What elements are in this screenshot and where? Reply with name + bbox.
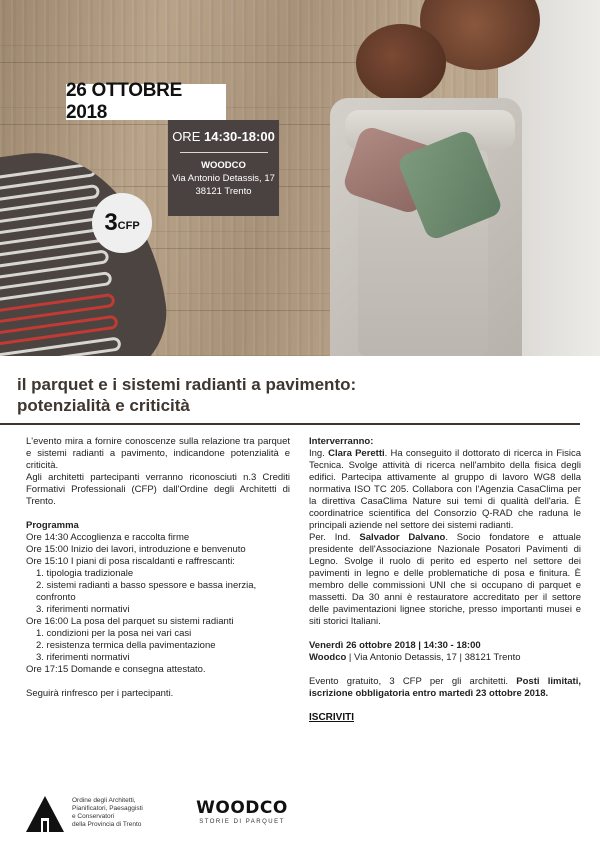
program-subitem: 2. sistemi radianti a basso spessore e bassa inerzia, confronto: [36, 580, 257, 603]
intro-text: L'evento mira a fornire conoscenze sulla relazione tra parquet e sistemi radianti a pavimento, indicandone potenzialità e criticità.: [26, 436, 290, 471]
event-date: 26 OTTOBRE 2018: [66, 80, 182, 123]
program-subitem: 1. condizioni per la posa nei vari casi: [36, 628, 192, 639]
event-where: Woodco | Via Antonio Detassis, 17 | 38121 Trento: [309, 652, 521, 663]
event-time: ORE 14:30-18:00: [172, 129, 275, 144]
credits-text: Agli architetti partecipanti verranno riconosciuti n.3 Crediti Formativi Professionali (CFP) dall'Ordine degli Architetti di Trento.: [26, 472, 290, 507]
program-item: Ore 15:00 Inizio dei lavori, introduzione e benvenuto: [26, 544, 246, 555]
signup-link[interactable]: ISCRIVITI: [309, 712, 355, 723]
event-venue: WOODCO Via Antonio Detassis, 17 38121 Trento: [172, 160, 275, 197]
woodco-logo: WOODCO STORIE DI PARQUET: [196, 798, 288, 825]
architects-order-logo-icon: [26, 796, 64, 832]
program-item: Ore 15:10 I piani di posa riscaldanti e raffrescanti:: [26, 556, 235, 567]
coffee-table: [356, 24, 446, 102]
closing-text: Seguirà rinfresco per i partecipanti.: [26, 688, 174, 699]
page-title: il parquet e i sistemi radianti a pavimento: potenzialità e criticità: [17, 375, 357, 415]
speakers-heading: Interverranno:: [309, 436, 374, 447]
program-subitem: 3. riferimenti normativi: [36, 604, 130, 615]
hero-photo: [0, 0, 600, 356]
speaker-bio: Per. Ind. Salvador Dalvano. Socio fondatore e attuale presidente dell'Associazione Nazionale Posatori Pavimenti di Legno. Svolge il ruolo di perito ed esperto nel settore dei pavimenti in legno e delle problematiche di posa e finitura. È membro delle commissioni UNI che si occupano di parquet e massetti. Da 30 anni è restauratore accreditato per il settore delle pavimentazioni lignee storiche, presso importanti musei e siti storici Italiani.: [309, 532, 581, 627]
left-column: [26, 436, 290, 700]
cfp-badge: 3 CFP: [92, 193, 152, 253]
event-info-box: [168, 120, 279, 216]
program-item: Ore 16:00 La posa del parquet su sistemi radianti: [26, 616, 234, 627]
program-subitem: 3. riferimenti normativi: [36, 652, 130, 663]
program-subitem: 1. tipologia tradizionale: [36, 568, 134, 579]
registration-note: Evento gratuito, 3 CFP per gli architetti. Posti limitati, iscrizione obbligatoria entro martedì 23 ottobre 2018.: [309, 676, 581, 699]
program-item: Ore 14:30 Accoglienza e raccolta firme: [26, 532, 190, 543]
speaker-bio: Ing. Clara Peretti. Ha conseguito il dottorato di ricerca in Fisica Tecnica. Svolge attività di ricerca nell'ambito della fisica degli edifici. Partecipa attivamente al gruppo di lavoro WG8 della normativa ISO TC 205. Collabora con l'Agenzia CasaClima per la direttiva CasaClima Nature sui temi di qualità dell'aria. È coordinatrice scientifica del Consorzio Q-RAD che raduna le principali aziende nel settore dei sistemi radianti.: [309, 448, 582, 531]
title-divider: [0, 423, 580, 425]
program-item: Ore 17:15 Domande e consegna attestato.: [26, 664, 206, 675]
right-column: [309, 436, 581, 724]
radiant-heating-illustration: [0, 137, 176, 356]
divider: [180, 152, 268, 153]
event-when: Venerdì 26 ottobre 2018 | 14:30 - 18:00: [309, 640, 481, 651]
architects-order-name: Ordine degli Architetti, Pianificatori, Paesaggisti e Conservatori della Provincia di Trento: [72, 797, 143, 828]
event-date-box: [66, 80, 226, 123]
program-subitem: 2. resistenza termica della pavimentazione: [36, 640, 216, 651]
program-heading: Programma: [26, 520, 79, 531]
